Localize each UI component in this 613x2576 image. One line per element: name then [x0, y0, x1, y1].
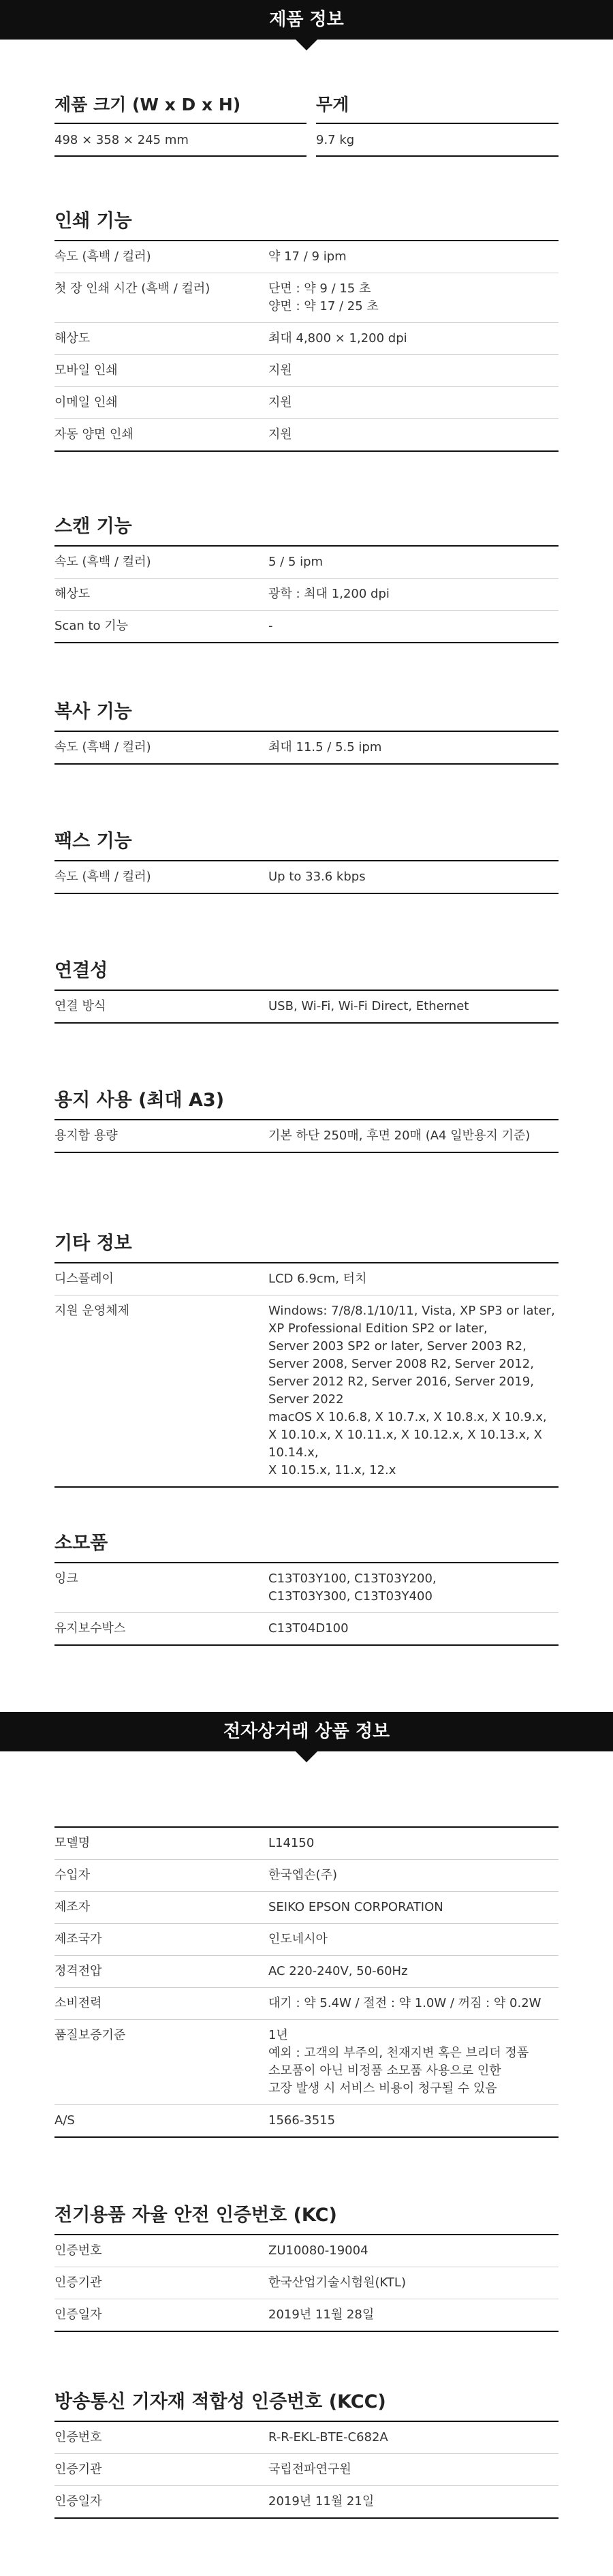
spec-row: [54, 547, 559, 579]
section-title: 방송통신 기자재 적합성 인증번호 (KCC): [54, 2385, 559, 2422]
spec-value: LCD 6.9cm, 터치: [268, 1272, 367, 1286]
spec-row: [54, 1860, 559, 1892]
spec-key: 유지보수박스: [54, 1621, 126, 1636]
banner-notch: [296, 40, 317, 50]
spec-key: 인증번호: [54, 2430, 102, 2444]
spec-key: 속도 (흑백 / 컬러): [54, 249, 151, 264]
spec-row: [54, 2235, 559, 2267]
supplies-section: [54, 1527, 559, 1646]
spec-key: 모바일 인쇄: [54, 363, 118, 378]
spec-row: [54, 579, 559, 611]
spec-value: R-R-EKL-BTE-C682A: [268, 2430, 388, 2444]
spec-row: [54, 991, 559, 1024]
spec-key: 인증일자: [54, 2307, 102, 2322]
spec-key: 인증기관: [54, 2462, 102, 2477]
spec-key: 자동 양면 인쇄: [54, 427, 133, 442]
spec-value: -: [268, 619, 273, 633]
weight-column: [316, 89, 559, 157]
spec-key: 품질보증기준: [54, 2028, 126, 2042]
spec-value: SEIKO EPSON CORPORATION: [268, 1900, 443, 1914]
spec-key: 모델명: [54, 1836, 91, 1850]
section-title: 연결성: [54, 954, 559, 991]
spec-key: 수입자: [54, 1868, 91, 1882]
spec-key: 속도 (흑백 / 컬러): [54, 740, 151, 754]
spec-value: 한국산업기술시험원(KTL): [268, 2275, 406, 2290]
spec-value: 최대 4,800 × 1,200 dpi: [268, 331, 407, 346]
spec-row: [54, 1263, 559, 1295]
spec-row: [54, 2486, 559, 2519]
spec-row: [54, 2267, 559, 2299]
spec-row: [54, 355, 559, 387]
spec-value: L14150: [268, 1836, 315, 1850]
spec-value: 2019년 11월 28일: [268, 2307, 375, 2322]
spec-key: 해상도: [54, 331, 91, 346]
product-info-banner: [0, 0, 613, 40]
spec-key: 연결 방식: [54, 999, 106, 1013]
banner-title: 전자상거래 상품 정보: [223, 1721, 390, 1742]
spec-row: [54, 2020, 559, 2105]
section-title: 전기용품 자율 안전 인증번호 (KC): [54, 2198, 559, 2235]
spec-row: [54, 1892, 559, 1924]
spec-key: 인증번호: [54, 2243, 102, 2258]
spec-value: AC 220-240V, 50-60Hz: [268, 1964, 408, 1978]
dimensions-value: 498 × 358 × 245 mm: [54, 124, 306, 157]
spec-value: 지원: [268, 427, 292, 442]
spec-value: 지원: [268, 363, 292, 378]
spec-key: 속도 (흑백 / 컬러): [54, 555, 151, 569]
spec-row: [54, 241, 559, 273]
section-title: 기타 정보: [54, 1227, 559, 1263]
spec-row: [54, 732, 559, 765]
dimensions-title: 제품 크기 (W x D x H): [54, 89, 306, 124]
section-title: 인쇄 기능: [54, 204, 559, 241]
spec-row: [54, 2422, 559, 2454]
spec-row: [54, 2105, 559, 2138]
spec-key: 인증기관: [54, 2275, 102, 2290]
copy-section: [54, 695, 559, 765]
weight-value: 9.7 kg: [316, 124, 559, 157]
spec-row: [54, 1956, 559, 1988]
spec-key: 속도 (흑백 / 컬러): [54, 870, 151, 884]
spec-row: [54, 1120, 559, 1153]
spec-row: [54, 2299, 559, 2332]
spec-value: 지원: [268, 395, 292, 410]
banner-title: 제품 정보: [269, 10, 344, 30]
etc-section: [54, 1227, 559, 1488]
spec-row: [54, 1563, 559, 1613]
dimensions-column: [54, 89, 306, 157]
commerce-section: [54, 1826, 559, 2138]
kcc-section: [54, 2385, 559, 2519]
spec-key: A/S: [54, 2113, 75, 2128]
spec-key: 해상도: [54, 587, 91, 601]
spec-value: 국립전파연구원: [268, 2462, 351, 2477]
spec-value: 2019년 11월 21일: [268, 2494, 375, 2509]
connectivity-section: [54, 954, 559, 1024]
spec-row: [54, 1295, 559, 1488]
spec-row: [54, 1613, 559, 1646]
spec-key: 소비전력: [54, 1996, 102, 2010]
spec-value: 1566-3515: [268, 2113, 336, 2128]
spec-value: C13T04D100: [268, 1621, 349, 1636]
spec-key: 제조국가: [54, 1932, 102, 1946]
paper-section: [54, 1084, 559, 1153]
spec-key: 디스플레이: [54, 1272, 114, 1286]
spec-value: 한국엡손(주): [268, 1868, 337, 1882]
spec-value: 기본 하단 250매, 후면 20매 (A4 일반용지 기준): [268, 1129, 531, 1143]
spec-key: 정격전압: [54, 1964, 102, 1978]
spec-row: [54, 323, 559, 355]
spec-row: [54, 1924, 559, 1956]
spec-key: 용지함 용량: [54, 1129, 118, 1143]
spec-value: 광학 : 최대 1,200 dpi: [268, 587, 390, 601]
banner-notch: [296, 1751, 317, 1762]
spec-value: 단면 : 약 9 / 15 초 양면 : 약 17 / 25 초: [268, 281, 379, 313]
spec-value: 인도네시아: [268, 1932, 328, 1946]
spec-value: C13T03Y100, C13T03Y200, C13T03Y300, C13T03Y400: [268, 1571, 437, 1604]
spec-row: [54, 419, 559, 452]
spec-row: [54, 611, 559, 643]
kc-section: [54, 2198, 559, 2332]
spec-value: Windows: 7/8/8.1/10/11, Vista, XP SP3 or later, XP Professional Edition SP2 or later, Server 2003 SP2 or later, Server 2003 R2, Server 2008, Server 2008 R2, Server 2012, Server 2012 R2, Server 2016, Server 2019, Server 2022 macOS X 10.6.8, X 10.7.x, X 10.8.x, X 10.9.x, X 10.10.x, X 10.11.x, X 10.12.x, X 10.13.x, X 10.14.x, X 10.15.x, 11.x, 12.x: [268, 1304, 555, 1477]
spec-key: 첫 장 인쇄 시간 (흑백 / 컬러): [54, 281, 210, 296]
spec-key: 지원 운영체제: [54, 1304, 130, 1318]
spec-key: 제조자: [54, 1900, 91, 1914]
spec-value: 최대 11.5 / 5.5 ipm: [268, 740, 382, 754]
spec-value: ZU10080-19004: [268, 2243, 368, 2258]
spec-value: Up to 33.6 kbps: [268, 870, 366, 884]
commerce-info-banner: [0, 1712, 613, 1751]
spec-key: 이메일 인쇄: [54, 395, 118, 410]
spec-key: Scan to 기능: [54, 619, 129, 633]
spec-value: 대기 : 약 5.4W / 절전 : 약 1.0W / 꺼짐 : 약 0.2W: [268, 1996, 541, 2010]
section-title: 소모품: [54, 1527, 559, 1563]
spec-row: [54, 861, 559, 894]
spec-value: 5 / 5 ipm: [268, 555, 324, 569]
section-title: 복사 기능: [54, 695, 559, 732]
section-title: 팩스 기능: [54, 825, 559, 861]
fax-section: [54, 825, 559, 894]
section-title: 용지 사용 (최대 A3): [54, 1084, 559, 1120]
spec-row: [54, 1988, 559, 2020]
print-section: [54, 204, 559, 452]
spec-row: [54, 273, 559, 323]
section-title: 스캔 기능: [54, 510, 559, 547]
spec-row: [54, 2454, 559, 2486]
spec-value: 약 17 / 9 ipm: [268, 249, 347, 264]
spec-value: 1년 예외 : 고객의 부주의, 천재지변 혹은 브리더 정품 소모품이 아닌 비정품 소모품 사용으로 인한 고장 발생 시 서비스 비용이 청구될 수 있음: [268, 2028, 529, 2096]
weight-title: 무게: [316, 89, 559, 124]
spec-value: USB, Wi-Fi, Wi-Fi Direct, Ethernet: [268, 999, 469, 1013]
spec-key: 잉크: [54, 1571, 78, 1586]
scan-section: [54, 510, 559, 643]
spec-row: [54, 387, 559, 419]
spec-key: 인증일자: [54, 2494, 102, 2509]
spec-row: [54, 1826, 559, 1860]
